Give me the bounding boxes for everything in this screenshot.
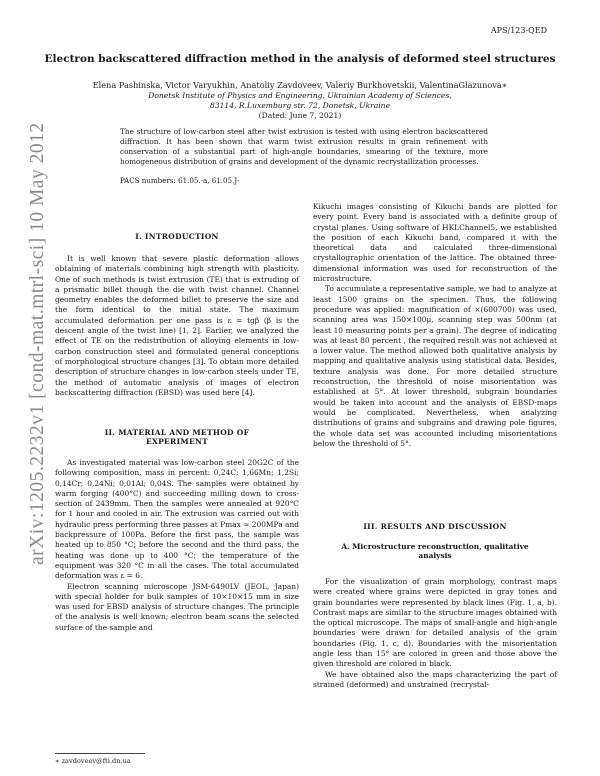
dated-line: (Dated: June 7, 2021) xyxy=(258,111,342,120)
arxiv-watermark: arXiv:1205.2232v1 [cond-mat.mtrl-sci] 10 May 2012 xyxy=(27,122,48,565)
header-tag: APS/123-QED xyxy=(490,26,547,35)
right-column-top xyxy=(313,202,557,449)
kikuchi-paragraph: Kikuchi images consisting of Kikuchi bands are plotted for every point. Every band is associated with a definite group of crystal planes. Using software of HKLChannel5, we established the position of each Kikuchi band, compared it with the theoretical data and calculated three-dimensional crystallographic orientation of the lattice. The obtained three-dimensional information was used for reconstruction of the microstructure. xyxy=(313,202,557,284)
section-heading-methods-line1: II. MATERIAL AND METHOD OF xyxy=(104,428,250,437)
footnote-rule xyxy=(55,753,145,754)
section-heading-methods xyxy=(55,428,299,446)
methods-paragraph-2: Electron scanning microscope JSM-6490LV (JEOL, Japan) with special holder for bulk samples of 10×10×15 mm in size was used for EBSD analysis of structure changes. The principle of the analysis is well known; electron beam scans the selected surface of the sample and xyxy=(55,581,299,632)
intro-paragraph: It is well known that severe plastic deformation allows obtaining of materials combining high strength with plasticity. One of such methods is twist extrusion (TE) that is extruding of a prismatic billet though the die with twist channel. Channel geometry enables the deformed billet to preserve the size and the form identical to the initial state. The maximum accumulated deformation per one pass is ε = tgβ (β is the descent angle of the twist line) [1, 2]. Earlier, we analyzed the effect of TE on the redistribution of alloying elements in low-carbon construction steel and formulated general conceptions of morphological structure changes [3]. To obtain more detailed description of structure changes in low-carbon steels under TE, the method of automatic analysis of images of electron backscattering diffraction (EBSD) was used here [4]. xyxy=(55,254,299,397)
affiliation-line-2: 83114, R.Luxemburg str. 72, Donetsk, Ukraine xyxy=(209,101,391,110)
subsection-heading-a xyxy=(313,542,557,560)
footnote: ∗ zavdoveev@fti.dn.ua xyxy=(55,757,131,765)
section-heading-results: III. RESULTS AND DISCUSSION xyxy=(363,522,507,531)
results-body xyxy=(313,577,557,690)
methods-paragraph-1: As investigated material was low-carbon steel 20G2C of the following composition, mass in percent: 0,24C; 1,66Mn; 1,2Si; 0,14Cr; 0,24Ni; 0,01Al; 0,04S. The samples were obtained by warm forging (400°C) and succeeding milling down to cross-section of 2439mm. Then the samples were annealed at 920°C for 1 hour and cooled in air. The extrusion was carried out with hydraulic press performing three passes at Pmax ≈ 200MPa and backpressure of 100Pa. Before the first pass, the sample was heated up to 850 °C; before the second and the third pass, the heating was done up to 400 °C; the temperature of the equipment was 320 °C in all the cases. The total accumulated deformation was ε = 6. xyxy=(55,458,299,581)
paper-title: Electron backscattered diffraction method in the analysis of deformed steel structures xyxy=(44,53,556,65)
section-heading-introduction: I. INTRODUCTION xyxy=(135,232,219,241)
pacs-numbers: PACS numbers: 61.05.-a, 61.05.J- xyxy=(120,176,240,185)
section-heading-methods-line2: EXPERIMENT xyxy=(145,437,209,446)
abstract: The structure of low-carbon steel after twist extrusion is tested with using electron backscattered diffraction. It has been shown that warm twist extrusion results in grain refinement with conservation of a substantial part of high-angle boundaries, smearing of the texture, more homogeneous distribution of grains and development of the dynamic recrystallization processes. xyxy=(120,127,488,167)
methods-body xyxy=(55,458,299,633)
results-paragraph-2: We have obtained also the maps characterizing the part of strained (deformed) and unstrained (recrystal- xyxy=(313,669,557,689)
sampling-paragraph: To accumulate a representative sample, we had to analyze at least 1500 grains on the specimen. Thus, the following procedure was applied: magnification of ×(600700) was used, scanning area was 150×100μ, scanning step was 500nm (at least 10 measuring points per a grain). The degree of indicating was at least 80 percent , the required result was not achieved at a lower value. The method allowed both qualitative analysis by mapping and qualitative analysis using statistical data. Besides, texture analysis was done. For more detailed structure reconstruction, the threshold of noise misorientation was established at 5°. At lower threshold, subgrain boundaries would be taken into account and the analysis of EBSD-maps would be complicated. Nevertheless, when analyzing distributions of grains and subgrains and drawing pole figures, the whole data set was accounted including misorientations below the threshold of 5°. xyxy=(313,284,557,448)
affiliation-line-1: Donetsk Institute of Physics and Engineering, Ukrainian Academy of Sciences, xyxy=(148,91,452,100)
subsection-heading-a-line2: analysis xyxy=(418,551,452,560)
introduction-body xyxy=(55,254,299,398)
subsection-heading-a-line1: A. Microstructure reconstruction, qualitative xyxy=(341,542,529,551)
results-paragraph-1: For the visualization of grain morphology, contrast maps were created where grains were depicted in gray tones and grain boundaries were represented by black lines (Fig. 1, a, b). Contrast maps are similar to the structure images obtained with the optical microscope. The maps of small-angle and high-angle boundaries were drawn for detailed analysis of the grain boundaries (Fig. 1, c, d). Boundaries with the misorientation angle less than 15° are colored in green and those above the given threshold are colored in black. xyxy=(313,577,557,669)
author-list: Elena Pashinska, Victor Varyukhin, Anatoliy Zavdoveev, Valeriy Burkhovetskii, ValentinaGlazunova∗ xyxy=(92,80,508,90)
